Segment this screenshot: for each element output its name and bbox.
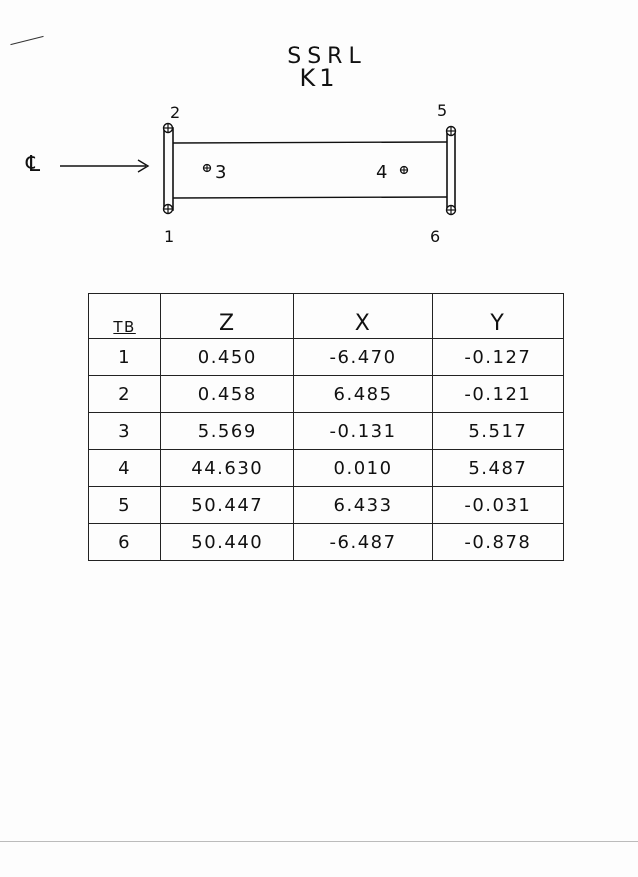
tb-cell: 1: [89, 339, 161, 376]
beam-diagram: [0, 0, 638, 260]
point-label-6: 6: [430, 227, 441, 246]
page-title: SSRL: [287, 44, 367, 69]
table-row: [89, 413, 564, 450]
page-subtitle: K1: [299, 64, 339, 92]
right-end-post: [447, 130, 455, 210]
target-marker-1: [164, 205, 173, 214]
table-header-row: [89, 294, 564, 339]
z-cell: 5.569: [161, 413, 294, 450]
y-cell: -0.127: [432, 339, 563, 376]
point-label-3: 3: [215, 162, 227, 183]
x-cell: 0.010: [294, 450, 432, 487]
target-marker-3: [204, 165, 211, 172]
y-cell: 5.517: [432, 413, 563, 450]
x-cell: -0.131: [294, 413, 432, 450]
z-cell: 50.447: [161, 487, 294, 524]
y-cell: -0.878: [432, 524, 563, 561]
y-cell: 5.487: [432, 450, 563, 487]
z-cell: 44.630: [161, 450, 294, 487]
z-cell: 0.458: [161, 376, 294, 413]
body-bottom-edge: [173, 197, 447, 198]
target-marker-2: [164, 124, 173, 133]
target-marker-4: [401, 167, 408, 174]
target-marker-5: [447, 127, 456, 136]
table-row: [89, 524, 564, 561]
z-cell: 50.440: [161, 524, 294, 561]
point-label-4: 4: [376, 162, 388, 183]
y-cell: -0.121: [432, 376, 563, 413]
x-cell: 6.485: [294, 376, 432, 413]
left-end-post: [164, 128, 173, 210]
tb-cell: 6: [89, 524, 161, 561]
table-row: [89, 339, 564, 376]
header-y: Y: [432, 294, 563, 339]
z-cell: 0.450: [161, 339, 294, 376]
point-label-5: 5: [437, 101, 448, 120]
tb-cell: 2: [89, 376, 161, 413]
header-x: X: [294, 294, 432, 339]
table-row: [89, 487, 564, 524]
body-top-edge: [173, 142, 447, 143]
header-tb: TB: [89, 294, 161, 339]
scan-edge-line: [0, 841, 638, 842]
table-row: [89, 450, 564, 487]
table-row: [89, 376, 564, 413]
y-cell: -0.031: [432, 487, 563, 524]
coordinates-table: [88, 293, 564, 561]
beam-centerline-label: ℄: [26, 152, 41, 177]
point-label-2: 2: [170, 103, 181, 122]
tb-cell: 3: [89, 413, 161, 450]
x-cell: -6.487: [294, 524, 432, 561]
tb-cell: 5: [89, 487, 161, 524]
tb-cell: 4: [89, 450, 161, 487]
x-cell: -6.470: [294, 339, 432, 376]
x-cell: 6.433: [294, 487, 432, 524]
target-marker-6: [447, 206, 456, 215]
point-label-1: 1: [164, 227, 175, 246]
header-z: Z: [161, 294, 294, 339]
